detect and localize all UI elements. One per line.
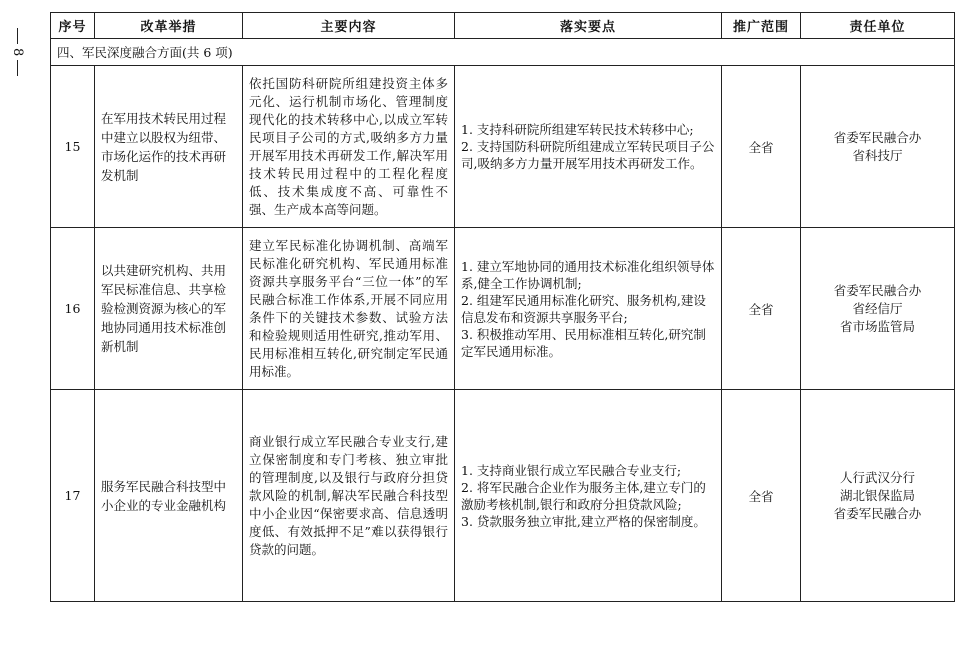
row-points xyxy=(455,228,722,390)
responsible-unit: 省委军民融合办 xyxy=(833,505,922,521)
point-item: 1. 支持科研院所组建军转民技术转移中心; xyxy=(461,122,694,137)
row-content: 商业银行成立军民融合专业支行,建立保密制度和专门考核、独立审批的管理制度,以及银行与政府分担贷款风险的机制,解决军民融合科技型中小企业因“保密要求高、信息透明度低、有效抵押不足”难以获得银行贷款的问题。 xyxy=(243,390,455,602)
row-measure: 在军用技术转民用过程中建立以股权为纽带、市场化运作的技术再研发机制 xyxy=(95,66,243,228)
row-points xyxy=(455,390,722,602)
responsible-unit: 省经信厅 xyxy=(852,300,903,316)
point-item: 2. 支持国防科研院所组建成立军转民项目子公司,吸纳多方力量开展军用技术再研发工作。 xyxy=(461,139,715,171)
page-number-marker xyxy=(6,28,28,80)
row-scope: 全省 xyxy=(722,390,801,602)
header-scope: 推广范围 xyxy=(722,13,801,39)
point-item: 3. 贷款服务独立审批,建立严格的保密制度。 xyxy=(461,513,706,529)
point-item: 1. 建立军地协同的通用技术标准化组织领导体系,健全工作协调机制; xyxy=(461,258,715,291)
page-number: 8 xyxy=(10,48,25,57)
reform-measures-table xyxy=(50,12,955,602)
responsible-unit: 省市场监管局 xyxy=(839,318,915,334)
header-index: 序号 xyxy=(51,13,95,39)
point-item: 1. 支持商业银行成立军民融合专业支行; xyxy=(461,462,682,478)
row-measure: 服务军民融合科技型中小企业的专业金融机构 xyxy=(95,390,243,602)
row-units xyxy=(801,390,955,602)
row-index: 15 xyxy=(51,66,95,228)
table-header-row xyxy=(51,13,955,39)
row-units xyxy=(801,228,955,390)
header-points: 落实要点 xyxy=(455,13,722,39)
row-content: 依托国防科研院所组建投资主体多元化、运行机制市场化、管理制度现代化的技术转移中心,以成立军转民项目子公司的方式,吸纳多方力量开展军用技术再研发工作,解决军用技术转民用过程中的工程化程度低、技术集成度不高、可靠性不强、生产成本高等问题。 xyxy=(243,66,455,228)
row-measure: 以共建研究机构、共用军民标准信息、共享检验检测资源为核心的军地协同通用技术标准创新机制 xyxy=(95,228,243,390)
responsible-unit: 人行武汉分行 xyxy=(839,469,915,485)
page-number-rule-top xyxy=(17,28,18,44)
point-item: 3. 积极推动军用、民用标准相互转化,研究制定军民通用标准。 xyxy=(461,326,706,359)
row-points xyxy=(455,66,722,228)
table-row xyxy=(51,390,955,602)
row-index: 16 xyxy=(51,228,95,390)
responsible-unit: 省委军民融合办 xyxy=(833,129,922,145)
row-content: 建立军民标准化协调机制、高端军民标准化研究机构、军民通用标准资源共享服务平台“三位一体”的军民融合标准工作体系,开展不同应用条件下的关键技术参数、试验方法和检验规则适用性研究,推动军用、民用标准相互转化,研究制定军民通用标准。 xyxy=(243,228,455,390)
page-number-rule-bottom xyxy=(17,60,18,76)
section-title: 四、军民深度融合方面(共 6 项) xyxy=(51,39,955,66)
table-row xyxy=(51,228,955,390)
row-index: 17 xyxy=(51,390,95,602)
row-units xyxy=(801,66,955,228)
responsible-unit: 省委军民融合办 xyxy=(833,282,922,298)
responsible-unit: 湖北银保监局 xyxy=(839,487,915,503)
point-item: 2. 将军民融合企业作为服务主体,建立专门的激励考核机制,银行和政府分担贷款风险; xyxy=(461,479,706,512)
responsible-unit: 省科技厅 xyxy=(852,147,903,163)
row-scope: 全省 xyxy=(722,228,801,390)
table-row xyxy=(51,66,955,228)
header-units: 责任单位 xyxy=(801,13,955,39)
header-content: 主要内容 xyxy=(243,13,455,39)
row-scope: 全省 xyxy=(722,66,801,228)
point-item: 2. 组建军民通用标准化研究、服务机构,建设信息发布和资源共享服务平台; xyxy=(461,292,706,325)
header-measure: 改革举措 xyxy=(95,13,243,39)
section-row xyxy=(51,39,955,66)
